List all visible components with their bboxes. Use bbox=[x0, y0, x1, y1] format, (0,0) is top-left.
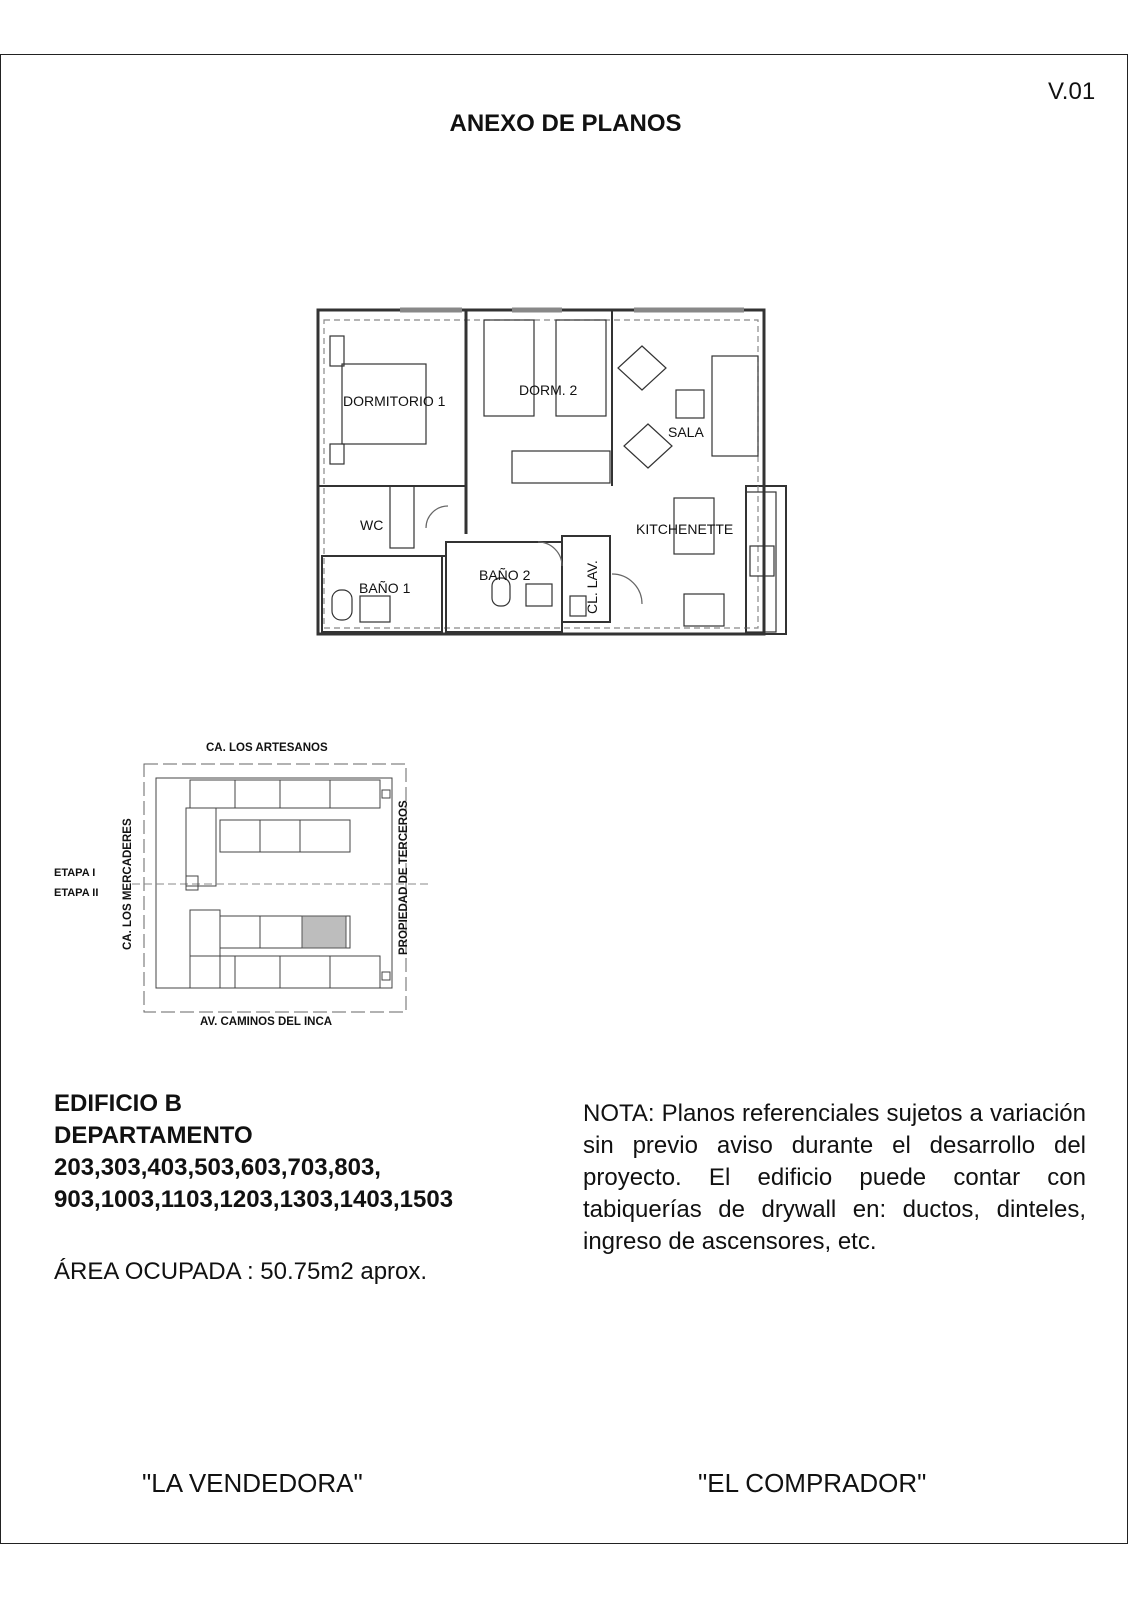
unit-numbers-line-1: 203,303,403,503,603,703,803, bbox=[54, 1154, 381, 1181]
highlighted-unit bbox=[302, 916, 346, 948]
signature-buyer: "EL COMPRADOR" bbox=[698, 1468, 927, 1498]
etapa-1-label: ETAPA I bbox=[54, 867, 96, 879]
armchair bbox=[712, 356, 758, 456]
room-label-kitchenette: KITCHENETTE bbox=[636, 521, 734, 537]
disclaimer-note: NOTA: Planos referenciales sujetos a variación sin previo aviso durante el desarrollo del proyecto. El edificio puede contar con tabiquerías de drywall en: ductos, dinteles, ingreso de ascensores, etc. bbox=[583, 1100, 1086, 1255]
unit-label: DEPARTAMENTO bbox=[54, 1122, 253, 1149]
bed-2 bbox=[484, 320, 534, 416]
street-north: CA. LOS ARTESANOS bbox=[206, 742, 328, 754]
property-east: PROPIEDAD DE TERCEROS bbox=[398, 800, 410, 955]
bed-3 bbox=[556, 320, 606, 416]
occupied-area: ÁREA OCUPADA : 50.75m2 aprox. bbox=[54, 1258, 428, 1285]
building-name: EDIFICIO B bbox=[54, 1090, 183, 1117]
room-label-wc: WC bbox=[360, 517, 384, 533]
room-label-dormitorio-1: DORMITORIO 1 bbox=[343, 393, 446, 409]
unit-info bbox=[54, 1088, 453, 1216]
version-label: V.01 bbox=[1048, 78, 1096, 105]
etapa-2-label: ETAPA II bbox=[54, 887, 99, 899]
street-south: AV. CAMINOS DEL INCA bbox=[200, 1016, 333, 1028]
room-label-bano-2: BAÑO 2 bbox=[479, 567, 531, 583]
unit-numbers-line-2: 903,1003,1103,1203,1303,1403,1503 bbox=[54, 1186, 454, 1213]
room-label-cl-lav: CL. LAV. bbox=[584, 560, 600, 614]
room-label-sala: SALA bbox=[668, 424, 704, 440]
stove bbox=[750, 546, 774, 576]
street-west: CA. LOS MERCADERES bbox=[122, 818, 134, 950]
signature-seller: "LA VENDEDORA" bbox=[142, 1468, 363, 1498]
room-label-bano-1: BAÑO 1 bbox=[359, 580, 411, 596]
page-title: ANEXO DE PLANOS bbox=[449, 110, 682, 137]
room-label-dorm-2: DORM. 2 bbox=[519, 382, 578, 398]
